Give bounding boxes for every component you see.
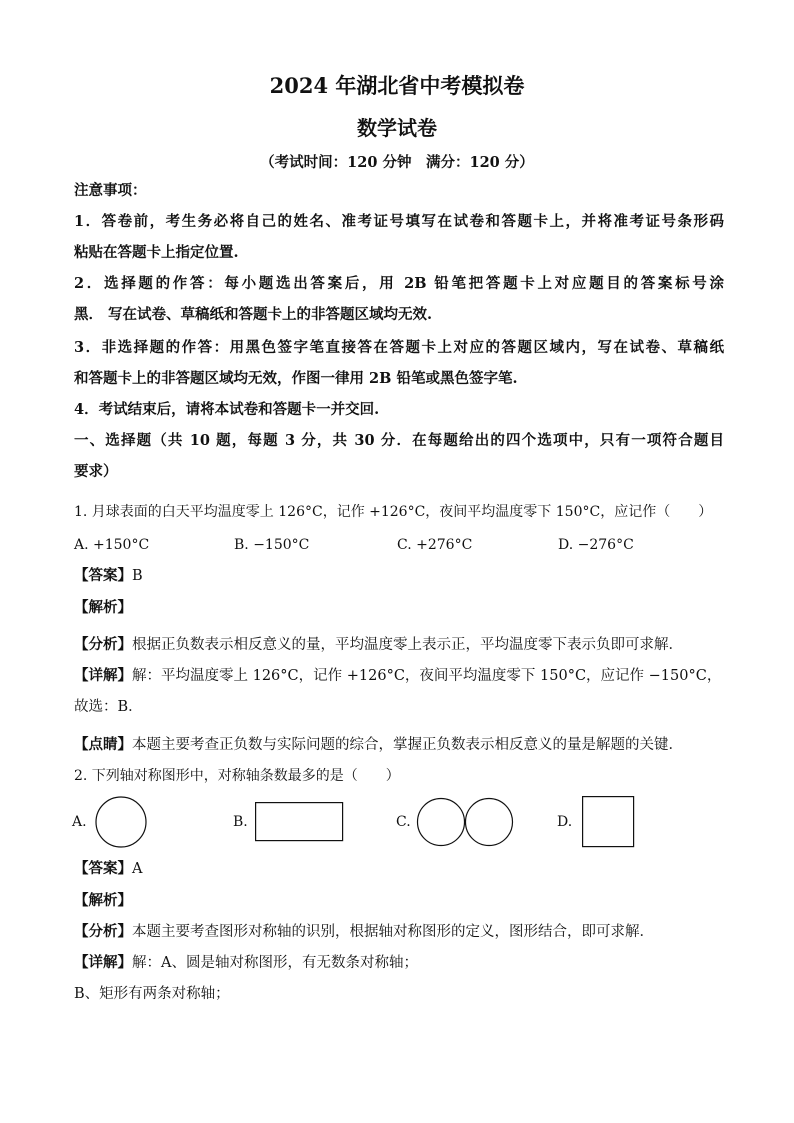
q2-option-d-square — [582, 796, 636, 848]
notice-item-1: 1．答卷前，考生务必将自己的姓名、准考证号填写在试卷和答题卡上，并将准考证号条形码 — [74, 213, 724, 230]
notice-item-3-cont: 和答题卡上的非答题区域均无效，作图一律用 2B 铅笔或黑色签字笔. — [74, 370, 518, 387]
section-heading-cont: 要求） — [74, 463, 118, 480]
q1-answer-value: B — [132, 568, 143, 584]
q2-option-c-label: C. — [396, 814, 411, 830]
q2-answer — [74, 859, 724, 879]
q1-stem: 1. 月球表面的白天平均温度零上 126°C，记作 +126°C，夜间平均温度零下 150°C，应记作（ ） — [74, 504, 713, 520]
q2-analysis — [74, 891, 724, 911]
notice-item-2-cont: 黑． 写在试卷、草稿纸和答题卡上的非答题区域均无效. — [74, 306, 433, 323]
q1-dianjing-text: 本题主要考查正负数与实际问题的综合，掌握正负数表示相反意义的量是解题的关键． — [132, 737, 683, 753]
notice-item-1-cont: 粘贴在答题卡上指定位置. — [74, 244, 239, 261]
notice-item-4: 4．考试结束后，请将本试卷和答题卡一并交回. — [74, 401, 380, 418]
q1-answer — [74, 566, 724, 586]
q1-xiangjie-tag: 【详解】 — [74, 667, 132, 684]
section-heading: 一、选择题（共 10 题，每题 3 分，共 30 分．在每题给出的四个选项中，只有一项符合题目 — [74, 432, 724, 449]
q1-fenxi-text: 根据正负数表示相反意义的量，平均温度零上表示正，平均温度零下表示负即可求解． — [132, 637, 683, 653]
q2-stem: 2. 下列轴对称图形中，对称轴条数最多的是（ ） — [74, 768, 400, 784]
exam-title: 2024 年湖北省中考模拟卷 — [269, 73, 525, 98]
q1-conclusion: 故选：B． — [74, 699, 143, 715]
q2-answer-tag: 【答案】 — [74, 860, 132, 877]
q2-option-d-label: D. — [557, 814, 573, 830]
q2-answer-value: A — [132, 861, 143, 877]
q2-fenxi-text: 本题主要考查图形对称轴的识别，根据轴对称图形的定义，图形结合，即可求解． — [132, 924, 654, 940]
q2-option-b-rectangle — [255, 802, 344, 842]
q1-dianjing — [74, 735, 724, 755]
q2-xiangjie — [74, 953, 724, 973]
exam-info: （考试时间：120 分钟 满分：120 分） — [260, 154, 534, 171]
q1-xiangjie — [74, 666, 724, 686]
q1-option-a: A. +150°C — [74, 537, 150, 553]
q1-fenxi-tag: 【分析】 — [74, 636, 132, 653]
q1-answer-tag: 【答案】 — [74, 567, 132, 584]
q1-fenxi — [74, 635, 724, 655]
q2-xiangjie-tag: 【详解】 — [74, 954, 132, 971]
q2-option-c-two-circles — [417, 797, 515, 847]
q1-xiangjie-text: 解：平均温度零上 126°C，记作 +126°C，夜间平均温度零下 150°C，应记作 −150°C， — [132, 668, 722, 684]
q1-option-c: C. +276°C — [397, 537, 473, 553]
q2-fenxi-tag: 【分析】 — [74, 923, 132, 940]
notice-item-2: 2．选择题的作答：每小题选出答案后，用 2B 铅笔把答题卡上对应题目的答案标号涂 — [74, 275, 724, 292]
exam-subject: 数学试卷 — [357, 116, 437, 140]
q2-line-b: B、矩形有两条对称轴； — [74, 986, 230, 1002]
q2-option-a-label: A. — [72, 814, 87, 830]
q1-option-d: D. −276°C — [558, 537, 634, 553]
q1-option-b: B. −150°C — [234, 537, 310, 553]
q1-analysis — [74, 598, 724, 618]
notice-heading: 注意事项： — [74, 182, 147, 199]
q2-option-a-circle — [94, 796, 148, 848]
q2-fenxi — [74, 922, 724, 942]
q2-option-b-label: B. — [233, 814, 248, 830]
q2-xiangjie-text: 解：A、圆是轴对称图形，有无数条对称轴； — [132, 955, 418, 971]
notice-item-3: 3．非选择题的作答：用黑色签字笔直接答在答题卡上对应的答题区域内，写在试卷、草稿纸 — [74, 339, 724, 356]
q1-dianjing-tag: 【点睛】 — [74, 736, 132, 753]
q1-analysis-tag: 【解析】 — [74, 599, 132, 616]
q2-analysis-tag: 【解析】 — [74, 892, 132, 909]
